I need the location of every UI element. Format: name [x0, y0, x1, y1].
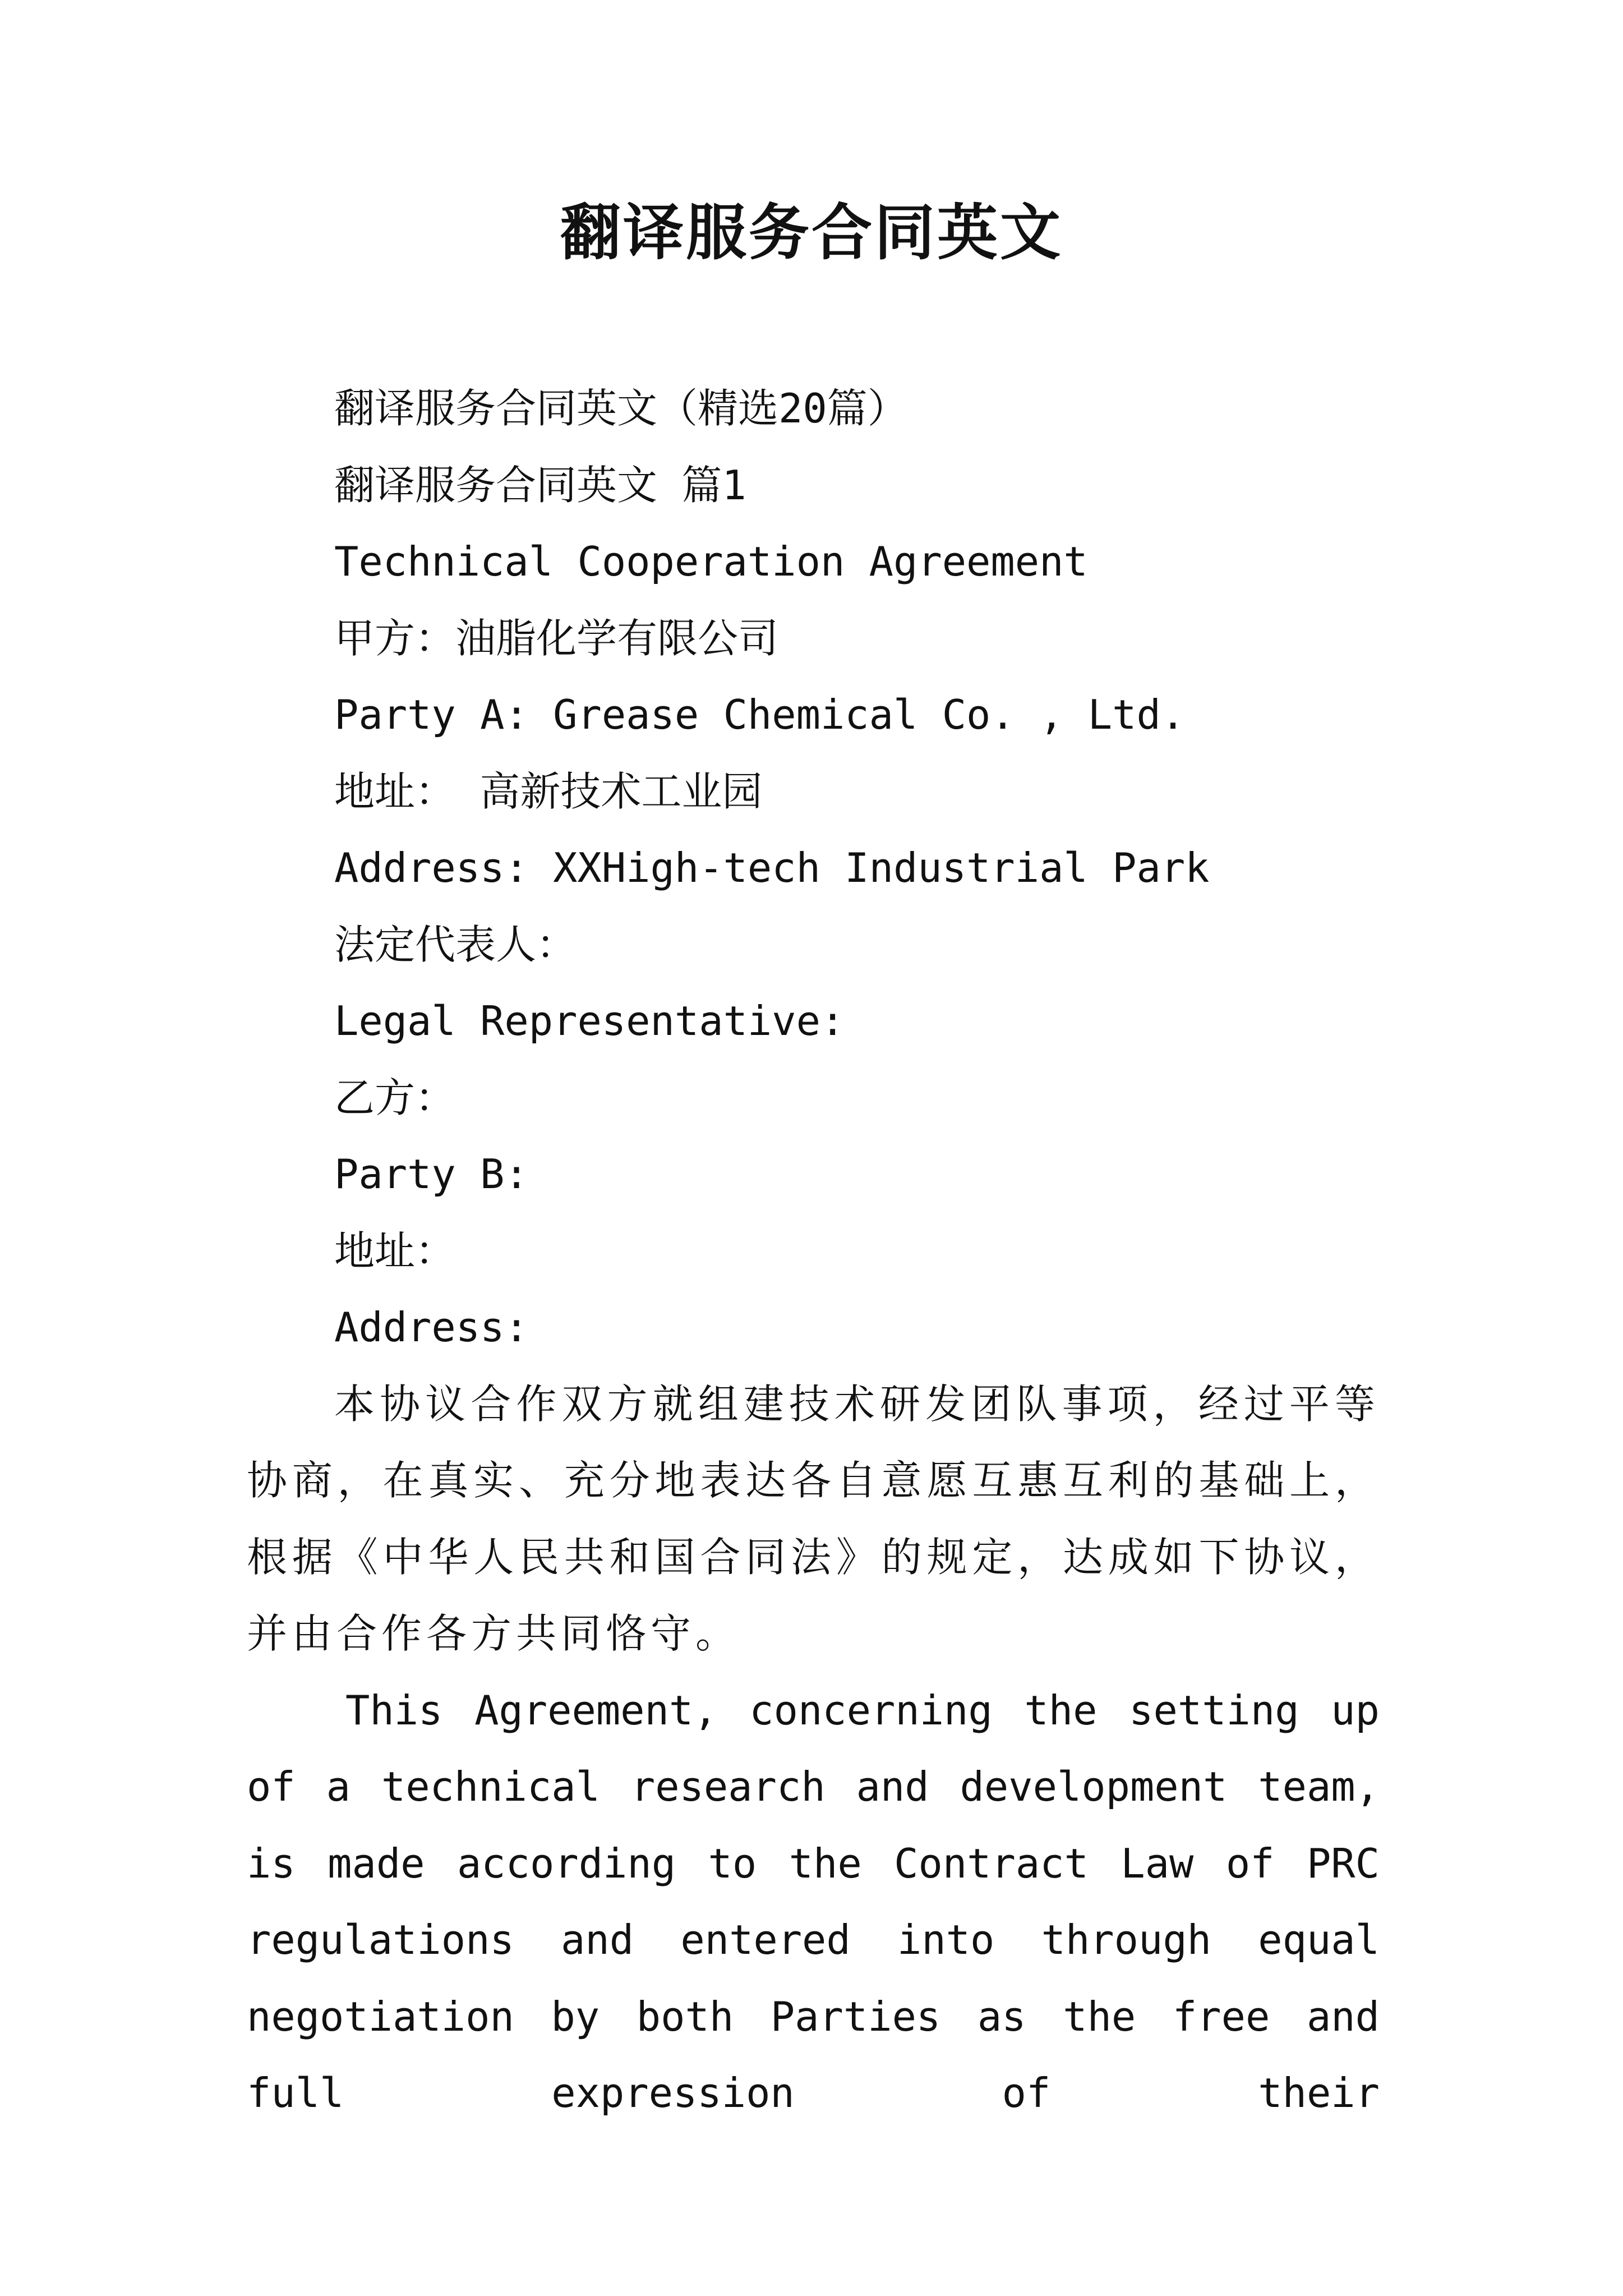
preamble-paragraph-en: This Agreement, concerning the setting up of a technical research and development team, is made according to the Contract Law of PRC regulations and entered into through equal negotiation by both Parties as the free and full expression of their [247, 1686, 1380, 2116]
agreement-title-en: Technical Cooperation Agreement [334, 538, 1088, 585]
document-body [247, 370, 1380, 2132]
party-a-cn: 甲方：油脂化学有限公司 [334, 614, 779, 662]
legal-rep-cn: 法定代表人： [334, 921, 577, 968]
party-b-cn: 乙方： [334, 1074, 456, 1121]
address-a-en: Address: XXHigh-tech Industrial Park [334, 844, 1210, 891]
party-a-en: Party A: Grease Chemical Co. , Ltd. [334, 691, 1186, 738]
address-b-cn: 地址： [334, 1227, 456, 1274]
section-heading: 翻译服务合同英文 篇1 [334, 461, 746, 509]
preamble-paragraph-cn: 本协议合作双方就组建技术研发团队事项，经过平等协商，在真实、充分地表达各自意愿互惠互利的基础上，根据《中华人民共和国合同法》的规定，达成如下协议，并由合作各方共同恪守。 [247, 1380, 1380, 1657]
document-title: 翻译服务合同英文 [560, 197, 1063, 268]
legal-rep-en: Legal Representative: [334, 997, 845, 1045]
subtitle-line: 翻译服务合同英文（精选20篇） [334, 385, 908, 432]
address-b-en: Address: [334, 1304, 529, 1351]
address-a-cn: 地址： 高新技术工业园 [334, 767, 763, 815]
party-b-en: Party B: [334, 1151, 529, 1198]
